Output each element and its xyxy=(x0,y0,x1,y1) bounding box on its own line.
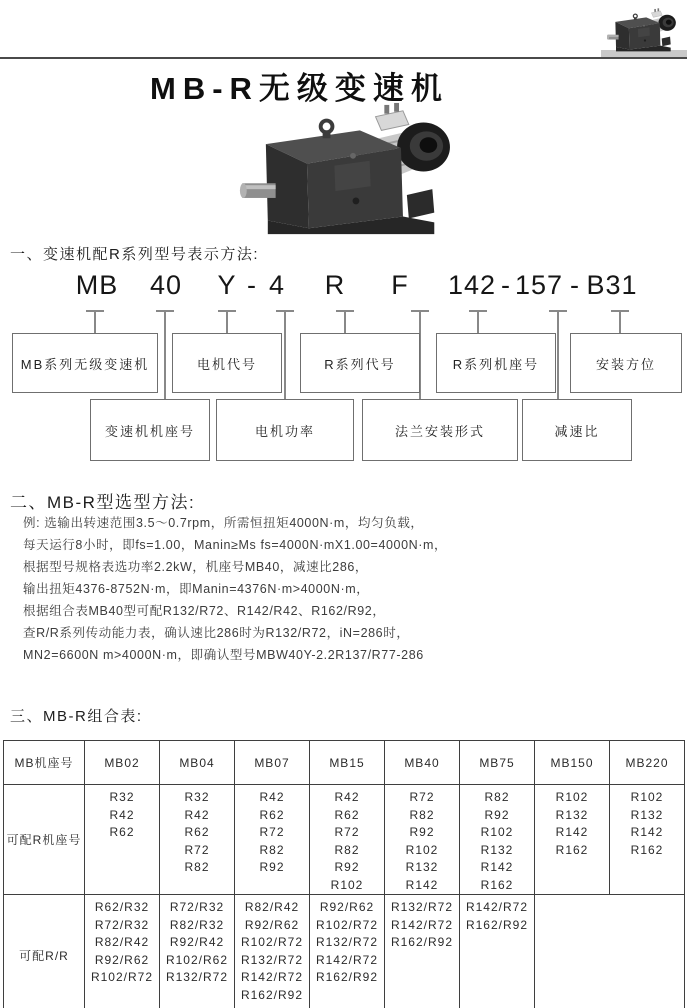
list-line: R102/R72 xyxy=(90,970,154,984)
gearbox-thumbnail-image xyxy=(607,6,681,56)
model-code-diagram xyxy=(0,268,687,483)
connector-line xyxy=(164,312,166,399)
list-line: R162 xyxy=(480,877,514,892)
code-part-motor-power: 4 xyxy=(268,270,286,300)
connector-line xyxy=(344,312,346,333)
list-line: 例: 选输出转速范围3.5～0.7rpm，所需恒扭矩4000N·m，均匀负载， xyxy=(23,516,424,530)
list-line: R82/R32 xyxy=(169,917,225,932)
header-mb02: MB02 xyxy=(85,741,160,785)
r-cell-mb150 xyxy=(535,785,610,895)
list-line: R82 xyxy=(184,860,210,874)
compatible-r-row xyxy=(4,785,685,895)
r-cell-mb75 xyxy=(460,785,535,895)
connector-line xyxy=(226,312,228,333)
list-line: R132/R72 xyxy=(315,935,379,949)
label-box-frame: 变速机机座号 xyxy=(90,399,210,461)
rr-cell-mb15 xyxy=(310,895,385,1008)
row-label-r: 可配R机座号 xyxy=(4,785,85,895)
connector-line xyxy=(477,312,479,333)
code-part-mounting: B31 xyxy=(586,270,638,300)
list-line: R92 xyxy=(334,860,360,874)
list-line: R82 xyxy=(259,842,285,857)
code-part-series: MB xyxy=(75,270,119,300)
row-label-rr: 可配R/R xyxy=(4,895,85,1008)
selection-example-text xyxy=(23,517,663,671)
list-line: R92/R42 xyxy=(169,935,225,949)
r-cell-mb02 xyxy=(85,785,160,895)
list-line: R42 xyxy=(259,790,285,804)
list-line: R62 xyxy=(184,825,210,839)
list-line: R62/R32 xyxy=(94,900,150,914)
list-line: R42 xyxy=(184,807,210,822)
list-line: R102 xyxy=(630,790,664,804)
list-line: R42 xyxy=(334,790,360,804)
list-line: R132/R72 xyxy=(240,952,304,967)
list-line: R92/R62 xyxy=(319,900,375,914)
list-line: R132 xyxy=(480,842,514,857)
list-line: R82/R42 xyxy=(94,935,150,949)
rr-cell-mb75 xyxy=(460,895,535,1008)
list-line: 根据型号规格表选功率2.2kW，机座号MB40，减速比286， xyxy=(23,560,369,574)
list-line: R162/R92 xyxy=(315,970,379,984)
list-line: R102/R72 xyxy=(315,917,379,932)
list-line: R62 xyxy=(334,807,360,822)
list-line: R162/R92 xyxy=(465,917,529,932)
page-title: MB-R无级变速机 xyxy=(150,71,449,106)
connector-line xyxy=(94,312,96,333)
list-line: R42 xyxy=(109,807,135,822)
code-dash-1: - xyxy=(247,270,257,300)
r-cell-mb220 xyxy=(610,785,685,895)
list-line: R72 xyxy=(334,825,360,839)
list-line: R82/R42 xyxy=(244,900,300,914)
code-part-r-frame: 142 xyxy=(447,270,497,300)
list-line: R72/R32 xyxy=(169,900,225,914)
list-line: R132 xyxy=(630,807,664,822)
r-cell-mb07 xyxy=(235,785,310,895)
section3-heading: 三、MB-R组合表: xyxy=(10,708,143,725)
list-line: R142/R72 xyxy=(465,900,529,914)
list-line: R92/R62 xyxy=(244,917,300,932)
list-line: R142 xyxy=(405,877,439,892)
list-line: R102 xyxy=(330,877,364,892)
code-dash-2: - xyxy=(501,270,511,300)
gearbox-photo xyxy=(237,101,469,243)
list-line: R142/R72 xyxy=(390,917,454,932)
r-cell-mb04 xyxy=(160,785,235,895)
header-mb150: MB150 xyxy=(535,741,610,785)
header-mb07: MB07 xyxy=(235,741,310,785)
list-line: R142/R72 xyxy=(240,970,304,984)
list-line: R132/R72 xyxy=(165,970,229,984)
list-line: R102 xyxy=(555,790,589,804)
header-mb15: MB15 xyxy=(310,741,385,785)
code-part-ratio: 157 xyxy=(514,270,564,300)
list-line: R162 xyxy=(555,842,589,857)
list-line: R82 xyxy=(409,807,435,822)
code-dash-3: - xyxy=(570,270,580,300)
rr-cell-mb04 xyxy=(160,895,235,1008)
list-line: R132/R72 xyxy=(390,900,454,914)
header-rule xyxy=(0,57,687,59)
rr-cell-mb02 xyxy=(85,895,160,1008)
code-part-motor-code: Y xyxy=(217,270,237,300)
combination-table xyxy=(3,740,685,1008)
compatible-rr-row xyxy=(4,895,685,1008)
rr-cell-mb07 xyxy=(235,895,310,1008)
list-line: R162/R92 xyxy=(390,935,454,949)
list-line: R102/R72 xyxy=(240,935,304,949)
list-line: MN2=6600N m>4000N·m，即确认型号MBW40Y-2.2R137/R77-286 xyxy=(23,648,424,662)
label-box-ratio: 减速比 xyxy=(522,399,632,461)
label-box-motor-code: 电机代号 xyxy=(172,333,282,393)
list-line: R102/R62 xyxy=(165,952,229,967)
list-line: R142 xyxy=(630,825,664,839)
list-line: R132 xyxy=(405,860,439,874)
header-mb75: MB75 xyxy=(460,741,535,785)
section2-heading: 二、MB-R型选型方法: xyxy=(10,493,196,512)
header-mb220: MB220 xyxy=(610,741,685,785)
table-header-row xyxy=(4,741,685,785)
gearbox-thumbnail xyxy=(607,6,681,56)
list-line: R72 xyxy=(184,842,210,857)
list-line: R142/R72 xyxy=(315,952,379,967)
header-frame-label: MB机座号 xyxy=(4,741,85,785)
list-line: R92 xyxy=(259,860,285,874)
list-line: R72/R32 xyxy=(94,917,150,932)
list-line: R82 xyxy=(484,790,510,804)
list-line: R72 xyxy=(409,790,435,804)
connector-line xyxy=(557,312,559,399)
code-part-flange: F xyxy=(391,270,409,300)
list-line: R162 xyxy=(630,842,664,857)
list-line: R72 xyxy=(259,825,285,839)
r-cell-mb15 xyxy=(310,785,385,895)
list-line: R132 xyxy=(555,807,589,822)
label-box-series: MB系列无级变速机 xyxy=(12,333,158,393)
label-box-r-series: R系列代号 xyxy=(300,333,420,393)
label-box-motor-power: 电机功率 xyxy=(216,399,354,461)
list-line: R92/R62 xyxy=(94,952,150,967)
list-line: R32 xyxy=(109,790,135,804)
list-line: R162/R92 xyxy=(240,987,304,1002)
header-mb04: MB04 xyxy=(160,741,235,785)
rr-cell-mb40 xyxy=(385,895,460,1008)
label-box-r-frame: R系列机座号 xyxy=(436,333,556,393)
r-cell-mb40 xyxy=(385,785,460,895)
list-line: R102 xyxy=(405,842,439,857)
list-line: 输出扭矩4376-8752N·m，即Manin=4376N·m>4000N·m， xyxy=(23,582,370,596)
list-line: 每天运行8小时，即fs=1.00，Manin≥Ms fs=4000N·mX1.00=4000N·m， xyxy=(23,538,448,552)
label-box-mounting: 安装方位 xyxy=(570,333,682,393)
list-line: R62 xyxy=(259,807,285,822)
rr-cell-empty xyxy=(535,895,685,1008)
list-line: R102 xyxy=(480,825,514,839)
connector-line xyxy=(284,312,286,399)
list-line: R62 xyxy=(109,825,135,839)
list-line: R82 xyxy=(334,842,360,857)
list-line: R92 xyxy=(484,807,510,822)
list-line: R92 xyxy=(409,825,435,839)
label-box-flange: 法兰安装形式 xyxy=(362,399,518,461)
list-line: R32 xyxy=(184,790,210,804)
list-line: 查R/R系列传动能力表，确认速比286时为R132/R72，iN=286时， xyxy=(23,626,410,640)
product-image xyxy=(237,101,469,243)
list-line: R142 xyxy=(555,825,589,839)
code-part-r-series: R xyxy=(324,270,346,300)
header-mb40: MB40 xyxy=(385,741,460,785)
connector-line xyxy=(619,312,621,333)
section1-heading: 一、变速机配R系列型号表示方法: xyxy=(10,246,260,263)
list-line: R142 xyxy=(480,860,514,874)
list-line: 根据组合表MB40型可配R132/R72、R142/R42、R162/R92， xyxy=(23,604,386,618)
code-part-frame: 40 xyxy=(149,270,183,300)
